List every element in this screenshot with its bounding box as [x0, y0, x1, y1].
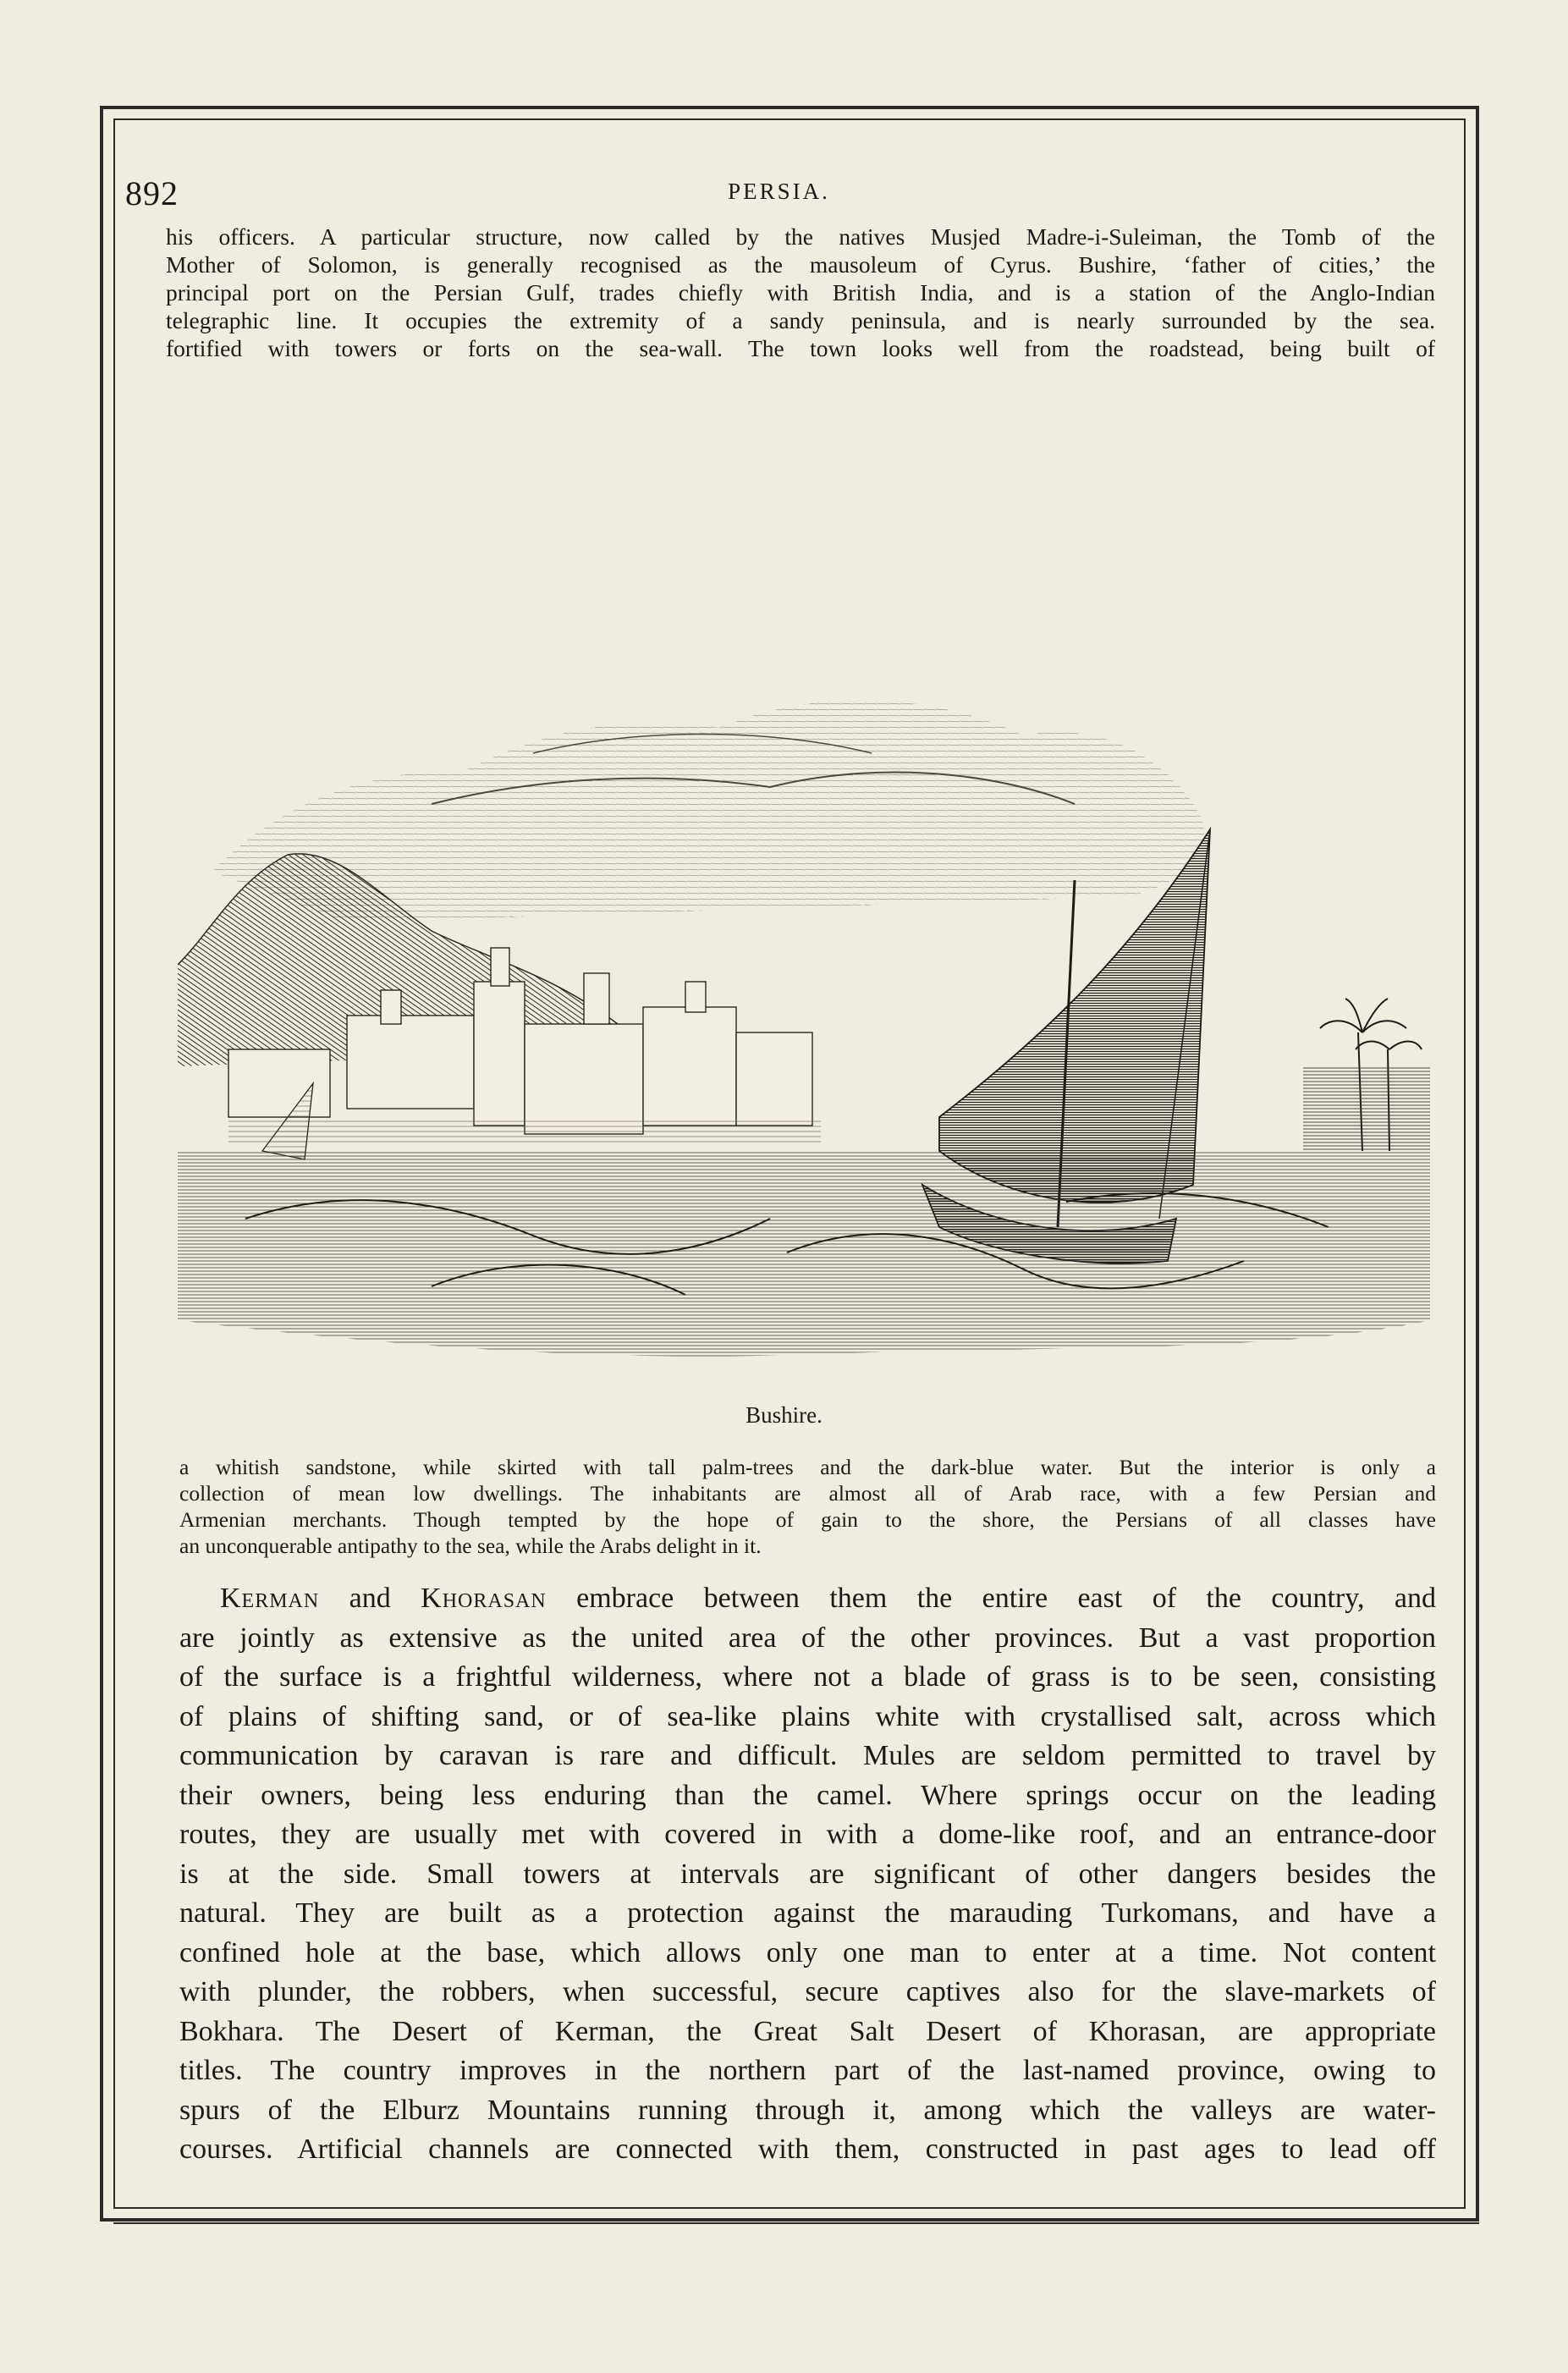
text-line: routes, they are usually met with covered in with a dome-like roof, and an entrance-door [179, 1819, 1436, 1850]
text-line: their owners, being less enduring than the camel. Where springs occur on the leading [179, 1779, 1436, 1811]
text-line: fortified with towers or forts on the sea-wall. The town looks well from the roadstead, being built of [166, 335, 1435, 361]
text-line: are jointly as extensive as the united area of the other provinces. But a vast proportion [179, 1621, 1436, 1654]
lead-word-khorasan: Khorasan [421, 1583, 547, 1614]
text-line: Armenian merchants. Though tempted by the hope of gain to the shore, the Persians of all classes have [179, 1507, 1436, 1532]
text-line: principal port on the Persian Gulf, trades chiefly with British India, and is a station of the Anglo-Indian [166, 279, 1435, 306]
first-line-rest: embrace between them the entire east of the country, and [576, 1583, 1437, 1614]
lead-word-and: and [349, 1583, 391, 1614]
text-line: of the surface is a frightful wilderness, where not a blade of grass is to be seen, consisting [179, 1661, 1436, 1693]
text-line: courses. Artificial channels are connected with them, constructed in past ages to lead off [179, 2133, 1436, 2165]
page-border-bottom-rule [113, 2222, 1479, 2227]
text-line: natural. They are built as a protection against the marauding Turkomans, and have a [179, 1897, 1436, 1929]
text-line: his officers. A particular structure, now called by the natives Musjed Madre-i-Suleiman, the Tomb of the [166, 223, 1435, 250]
page-header [125, 173, 1433, 216]
text-line: confined hole at the base, which allows only one man to enter at a time. Not content [179, 1936, 1436, 1968]
top-paragraph [166, 223, 1435, 362]
text-line: titles. The country improves in the northern part of the last-named province, owing to [179, 2055, 1436, 2086]
text-line: Bokhara. The Desert of Kerman, the Great Salt Desert of Khorasan, are appropriate [179, 2015, 1436, 2047]
running-head: PERSIA. [728, 179, 830, 204]
text-line: is at the side. Small towers at intervals are significant of other dangers besides the [179, 1858, 1436, 1890]
text-line: of plains of shifting sand, or of sea-like plains white with crystallised salt, across which [179, 1700, 1436, 1732]
main-paragraph [179, 1579, 1436, 2170]
text-line: a whitish sandstone, while skirted with tall palm-trees and the dark-blue water. But the interior is only a [179, 1455, 1436, 1479]
text-line: telegraphic line. It occupies the extremity of a sandy peninsula, and is nearly surrounded by the sea. [166, 307, 1435, 333]
text-line: collection of mean low dwellings. The inhabitants are almost all of Arab race, with a few Persian and [179, 1481, 1436, 1506]
illustration-caption: Bushire. [745, 1402, 823, 1428]
text-line: communication by caravan is rare and difficult. Mules are seldom permitted to travel by [179, 1740, 1436, 1771]
text-line: spurs of the Elburz Mountains running through it, among which the valleys are water- [179, 2094, 1436, 2126]
text-line: with plunder, the robbers, when successful, secure captives also for the slave-markets of [179, 1976, 1436, 2007]
text-line: an unconquerable antipathy to the sea, while the Arabs delight in it. [179, 1533, 762, 1558]
page-number: 892 [125, 174, 179, 212]
lead-word-kerman: Kerman [220, 1583, 320, 1614]
bushire-engraving [178, 677, 1430, 1371]
caption-paragraph [179, 1454, 1436, 1559]
text-line: Mother of Solomon, is generally recognised as the mausoleum of Cyrus. Bushire, ‘father of cities,’ the [166, 251, 1435, 278]
text-line-first [179, 1579, 1436, 1619]
sea-waves [178, 1151, 1430, 1357]
